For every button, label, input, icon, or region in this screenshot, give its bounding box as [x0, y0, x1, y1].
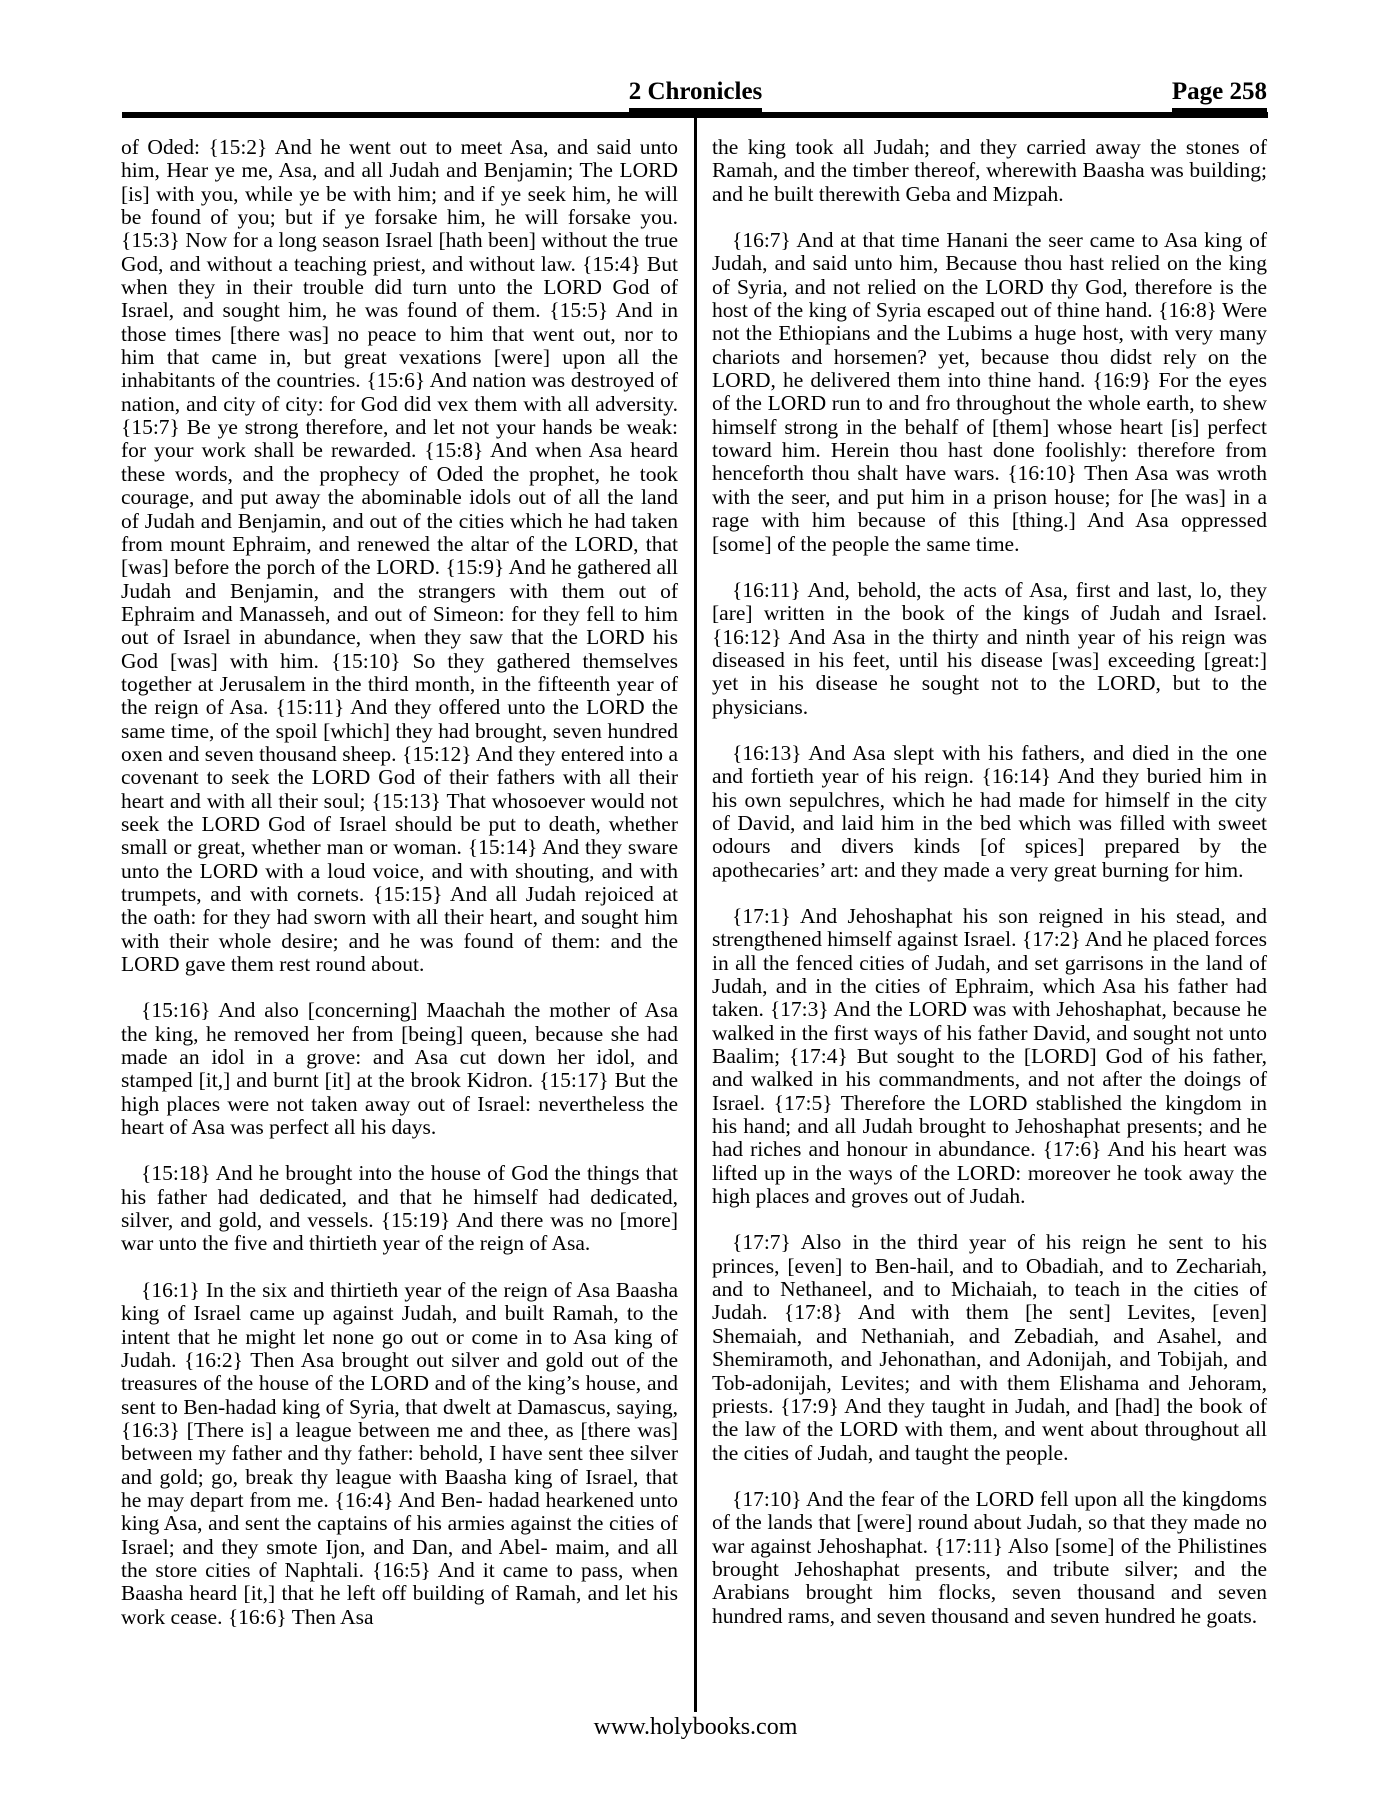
right-column: [712, 136, 1267, 1628]
verse-paragraph-16-7-to-16-10: {16:7} And at that time Hanani the seer came to Asa king of Judah, and said unto him, Because thou hast relied on the king of Syria, and not relied on the LORD thy God, therefore is the host of the king of Syria escaped out of thine hand. {16:8} Were not the Ethiopians and the Lubims a huge host, with very many chariots and horsemen? yet, because thou didst rely on the LORD, he delivered them into thine hand. {16:9} For the eyes of the LORD run to and fro throughout the whole earth, to shew himself strong in the behalf of [them] whose heart [is] perfect toward him. Herein thou hast done foolishly: therefore from henceforth thou shalt have wars. {16:10} Then Asa was wroth with the seer, and put him in a prison house; for [he was] in a rage with him because of this [thing.] And Asa oppressed [some] of the people the same time.: [712, 228, 1267, 556]
verse-paragraph-17-1-to-17-6: {17:1} And Jehoshaphat his son reigned in his stead, and strengthened himself against Israel. {17:2} And he placed forces in all the fenced cities of Judah, and set garrisons in the land of Judah, and in the cities of Ephraim, which Asa his father had taken. {17:3} And the LORD was with Jehoshaphat, because he walked in the first ways of his father David, and sought not unto Baalim; {17:4} But sought to the [LORD] God of his father, and walked in his commandments, and not after the doings of Israel. {17:5} Therefore the LORD stablished the kingdom in his hand; and all Judah brought to Jehoshaphat presents; and he had riches and honour in abundance. {17:6} And his heart was lifted up in the ways of the LORD: moreover he took away the high places and groves out of Judah.: [712, 903, 1267, 1209]
column-divider: [694, 118, 697, 1712]
verse-paragraph-16-11-to-16-12: {16:11} And, behold, the acts of Asa, first and last, lo, they [are] written in the book of the kings of Judah and Israel. {16:12} And Asa in the thirty and ninth year of his reign was diseased in his feet, until his disease [was] exceeding [great:] yet in his disease he sought not to the LORD, but to the physicians.: [712, 577, 1267, 719]
verse-paragraph-15-16-to-15-17: {15:16} And also [concerning] Maachah the mother of Asa the king, he removed her from [being] queen, because she had made an idol in a grove: and Asa cut down her idol, and stamped [it,] and burnt [it] at the brook Kidron. {15:17} But the high places were not taken away out of Israel: nevertheless the heart of Asa was perfect all his days.: [121, 998, 678, 1140]
verse-paragraph-16-13-to-16-14: {16:13} And Asa slept with his fathers, and died in the one and fortieth year of his reign. {16:14} And they buried him in his own sepulchres, which he had made for himself in the city of David, and laid him in the bed which was filled with sweet odours and divers kinds [of spices] prepared by the apothecaries’ art: and they made a very great burning for him.: [712, 740, 1267, 882]
verse-paragraph-17-7-to-17-9: {17:7} Also in the third year of his reign he sent to his princes, [even] to Ben-hail, and to Obadiah, and to Zechariah, and to Nethaneel, and to Michaiah, to teach in the cities of Judah. {17:8} And with them [he sent] Levites, [even] Shemaiah, and Nethaniah, and Zebadiah, and Asahel, and Shemiramoth, and Jehonathan, and Adonijah, and Tobijah, and Tob-adonijah, Levites; and with them Elishama and Jehoram, priests. {17:9} And they taught in Judah, and [had] the book of the law of the LORD with them, and went about throughout all the cities of Judah, and taught the people.: [712, 1230, 1267, 1465]
footer-url: www.holybooks.com: [593, 1714, 798, 1740]
verse-paragraph-17-10-to-17-11: {17:10} And the fear of the LORD fell upon all the kingdoms of the lands that [were] round about Judah, so that they made no war against Jehoshaphat. {17:11} Also [some] of the Philistines brought Jehoshaphat presents, and tribute silver; and the Arabians brought him flocks, seven thousand and seven hundred rams, and seven thousand and seven hundred he goats.: [712, 1486, 1267, 1628]
verse-paragraph-15-2-to-15-15: of Oded: {15:2} And he went out to meet Asa, and said unto him, Hear ye me, Asa, and all Judah and Benjamin; The LORD [is] with you, while ye be with him; and if ye seek him, he will be found of you; but if ye forsake him, he will forsake you. {15:3} Now for a long season Israel [hath been] without the true God, and without a teaching priest, and without law. {15:4} But when they in their trouble did turn unto the LORD God of Israel, and sought him, he was found of them. {15:5} And in those times [there was] no peace to him that went out, nor to him that came in, but great vexations [were] upon all the inhabitants of the countries. {15:6} And nation was destroyed of nation, and city of city: for God did vex them with all adversity. {15:7} Be ye strong therefore, and let not your hands be weak: for your work shall be rewarded. {15:8} And when Asa heard these words, and the prophecy of Oded the prophet, he took courage, and put away the abominable idols out of all the land of Judah and Benjamin, and out of the cities which he had taken from mount Ephraim, and renewed the altar of the LORD, that [was] before the porch of the LORD. {15:9} And he gathered all Judah and Benjamin, and the strangers with them out of Ephraim and Manasseh, and out of Simeon: for they fell to him out of Israel in abundance, when they saw that the LORD his God [was] with him. {15:10} So they gathered themselves together at Jerusalem in the third month, in the fifteenth year of the reign of Asa. {15:11} And they offered unto the LORD the same time, of the spoil [which] they had brought, seven hundred oxen and seven thousand sheep. {15:12} And they entered into a covenant to seek the LORD God of their fathers with all their heart and with all their soul; {15:13} That whosoever would not seek the LORD God of Israel should be put to death, whether small or great, whether man or woman. {15:14} And they sware unto the LORD with a loud voice, and with shouting, and with trumpets, and with cornets. {15:15} And all Judah rejoiced at the oath: for they had sworn with all their heart, and sought him with their whole desire; and he was found of them: and the LORD gave them rest round about.: [121, 135, 678, 977]
page-number-label: Page 258: [1172, 75, 1267, 112]
verse-paragraph-16-1-to-16-6: {16:1} In the six and thirtieth year of the reign of Asa Baasha king of Israel came up against Judah, and built Ramah, to the intent that he might let none go out or come in to Asa king of Judah. {16:2} Then Asa brought out silver and gold out of the treasures of the house of the LORD and of the king’s house, and sent to Ben-hadad king of Syria, that dwelt at Damascus, saying, {16:3} [There is] a league between me and thee, as [there was] between my father and thy father: behold, I have sent thee silver and gold; go, break thy league with Baasha king of Israel, that he may depart from me. {16:4} And Ben- hadad hearkened unto king Asa, and sent the captains of his armies against the cities of Israel; and they smote Ijon, and Dan, and Abel- maim, and all the store cities of Naphtali. {16:5} And it came to pass, when Baasha heard [it,] that he left off building of Ramah, and let his work cease. {16:6} Then Asa: [121, 1277, 678, 1629]
verse-paragraph-15-18-to-15-19: {15:18} And he brought into the house of God the things that his father had dedicated, and that he himself had dedicated, silver, and gold, and vessels. {15:19} And there was no [more] war unto the five and thirtieth year of the reign of Asa.: [121, 1161, 678, 1256]
left-column: [121, 136, 678, 1629]
verse-paragraph-16-6-continuation: the king took all Judah; and they carried away the stones of Ramah, and the timber thereof, wherewith Baasha was building; and he built therewith Geba and Mizpah.: [712, 135, 1267, 206]
book-title: 2 Chronicles: [629, 75, 763, 112]
